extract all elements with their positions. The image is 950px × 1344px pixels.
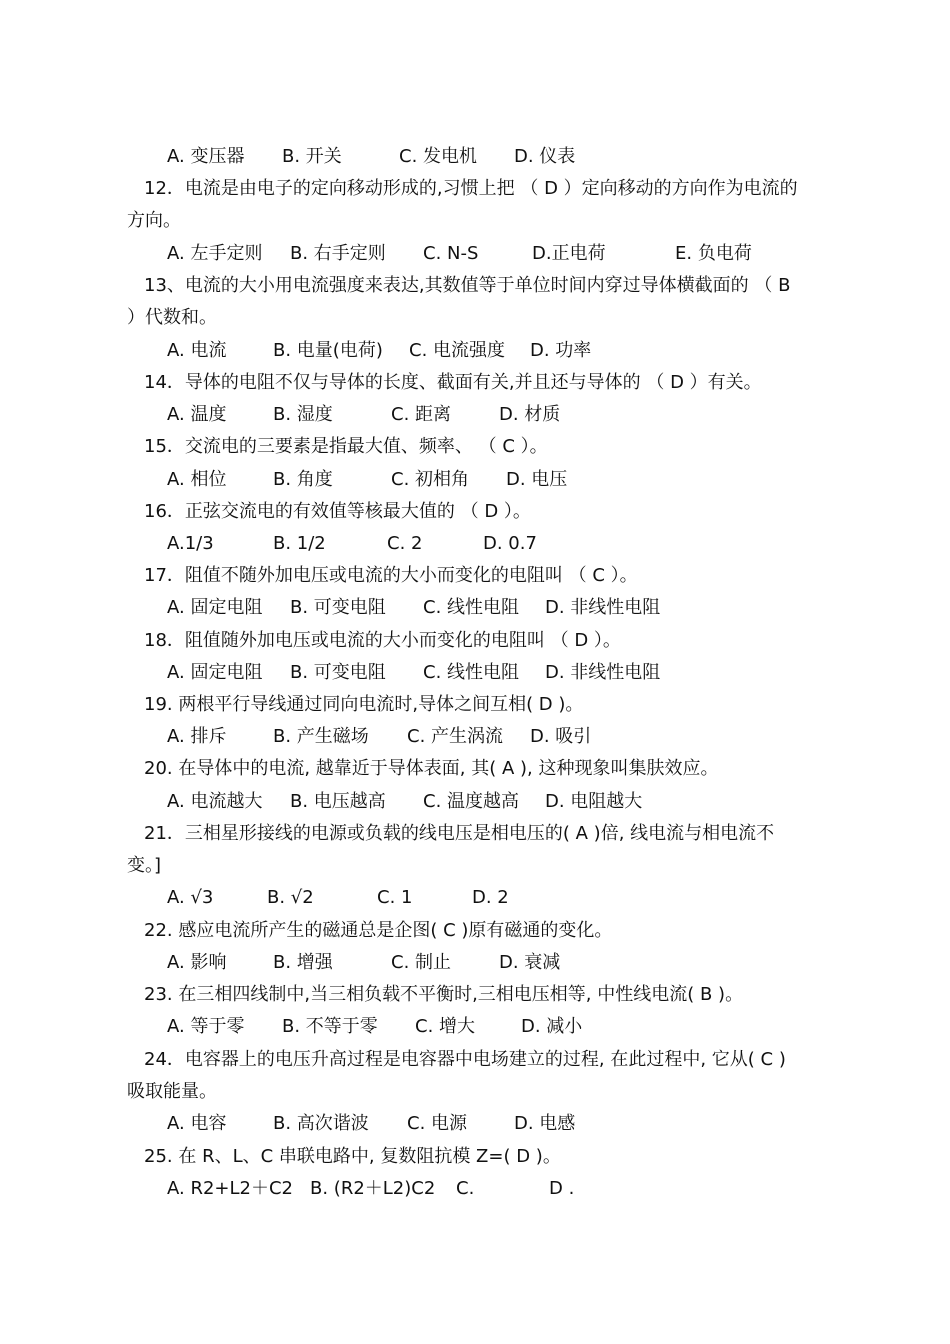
option: B. 角度: [273, 469, 333, 490]
question-19-text: 19. 两根平行导线通过同向电流时,导体之间互相( D )。: [144, 694, 584, 715]
option: C. 制止: [391, 952, 452, 973]
question-14-text: 14．导体的电阻不仅与导体的长度、截面有关,并且还与导体的 （ D ）有关。: [144, 372, 762, 393]
option: D. 电阻越大: [545, 791, 643, 812]
question-18-text: 18．阻值随外加电压或电流的大小而变化的电阻叫 （ D ）。: [144, 630, 621, 651]
option: D. 吸引: [530, 726, 592, 747]
option: D. 材质: [499, 404, 561, 425]
option: D. 电感: [514, 1113, 576, 1134]
option: C. 发电机: [399, 146, 478, 167]
question-12-text-cont: 方向。: [127, 210, 181, 231]
option: A. 排斥: [167, 726, 227, 747]
question-16-text: 16．正弦交流电的有效值等核最大值的 （ D ）。: [144, 501, 531, 522]
question-13-text: 13、电流的大小用电流强度来表达,其数值等于单位时间内穿过导体横截面的 （ B: [144, 275, 791, 296]
option: E. 负电荷: [675, 243, 752, 264]
option: A. 变压器: [167, 146, 245, 167]
option: A. 相位: [167, 469, 227, 490]
option: C. 1: [377, 887, 413, 908]
option: B. 增强: [273, 952, 333, 973]
option: B. 高次谐波: [273, 1113, 369, 1134]
option: B. √2: [267, 887, 314, 908]
option: B. 电量(电荷): [273, 340, 383, 361]
option: B. 可变电阻: [290, 597, 386, 618]
option: C. 温度越高: [423, 791, 520, 812]
option: C. 距离: [391, 404, 452, 425]
option: B. 1/2: [273, 533, 326, 554]
question-15-text: 15．交流电的三要素是指最大值、频率、 （ C ）。: [144, 436, 548, 457]
option: C. 初相角: [391, 469, 470, 490]
option: A. 电容: [167, 1113, 227, 1134]
option: A. √3: [167, 887, 214, 908]
option: D. 功率: [530, 340, 592, 361]
option: D. 非线性电阻: [545, 597, 661, 618]
question-17-text: 17．阻值不随外加电压或电流的大小而变化的电阻叫 （ C ）。: [144, 565, 638, 586]
option: C. 增大: [415, 1016, 476, 1037]
option: C.: [456, 1178, 475, 1199]
option: D. 电压: [506, 469, 568, 490]
question-24-text-cont: 吸取能量。: [127, 1081, 217, 1102]
option: C. 线性电阻: [423, 662, 520, 683]
question-21-text: 21．三相星形接线的电源或负载的线电压是相电压的( A )倍, 线电流与相电流不: [144, 823, 775, 844]
option: D.正电荷: [532, 243, 606, 264]
option: B. 可变电阻: [290, 662, 386, 683]
option: A. 影响: [167, 952, 227, 973]
question-22-text: 22. 感应电流所产生的磁通总是企图( C )原有磁通的变化。: [144, 920, 613, 941]
option: B. 湿度: [273, 404, 333, 425]
option: B. 产生磁场: [273, 726, 369, 747]
question-23-text: 23. 在三相四线制中,当三相负载不平衡时,三相电压相等, 中性线电流( B )。: [144, 984, 744, 1005]
option: A.1/3: [167, 533, 214, 554]
option: A. 等于零: [167, 1016, 245, 1037]
option: C. 电流强度: [409, 340, 506, 361]
option: C. 线性电阻: [423, 597, 520, 618]
question-25-text: 25. 在 R、L、C 串联电路中, 复数阻抗模 Z=( D )。: [144, 1146, 561, 1167]
option: A. 电流: [167, 340, 227, 361]
question-13-text-cont: ）代数和。: [127, 307, 217, 328]
option: D. 衰减: [499, 952, 561, 973]
option: D. 0.7: [483, 533, 537, 554]
option: B. (R2＋L2)C2: [310, 1178, 436, 1199]
option: C. 2: [387, 533, 423, 554]
option: B. 开关: [282, 146, 342, 167]
option: D. 仪表: [514, 146, 576, 167]
option: B. 电压越高: [290, 791, 386, 812]
option: A. 电流越大: [167, 791, 263, 812]
option: A. 温度: [167, 404, 227, 425]
option: C. N-S: [423, 243, 479, 264]
option: A. 左手定则: [167, 243, 263, 264]
option: C. 电源: [407, 1113, 468, 1134]
option: D .: [549, 1178, 575, 1199]
question-21-text-cont: 变。]: [127, 855, 162, 876]
option: B. 不等于零: [282, 1016, 378, 1037]
question-12-text: 12．电流是由电子的定向移动形成的,习惯上把 （ D ）定向移动的方向作为电流的: [144, 178, 798, 199]
option: A. 固定电阻: [167, 597, 263, 618]
question-20-text: 20. 在导体中的电流, 越靠近于导体表面, 其( A ), 这种现象叫集肤效应。: [144, 758, 719, 779]
option: D. 非线性电阻: [545, 662, 661, 683]
option: D. 减小: [521, 1016, 583, 1037]
question-24-text: 24．电容器上的电压升高过程是电容器中电场建立的过程, 在此过程中, 它从( C ): [144, 1049, 786, 1070]
option: A. R2+L2＋C2: [167, 1178, 293, 1199]
option: B. 右手定则: [290, 243, 386, 264]
option: A. 固定电阻: [167, 662, 263, 683]
option: C. 产生涡流: [407, 726, 504, 747]
option: D. 2: [472, 887, 509, 908]
